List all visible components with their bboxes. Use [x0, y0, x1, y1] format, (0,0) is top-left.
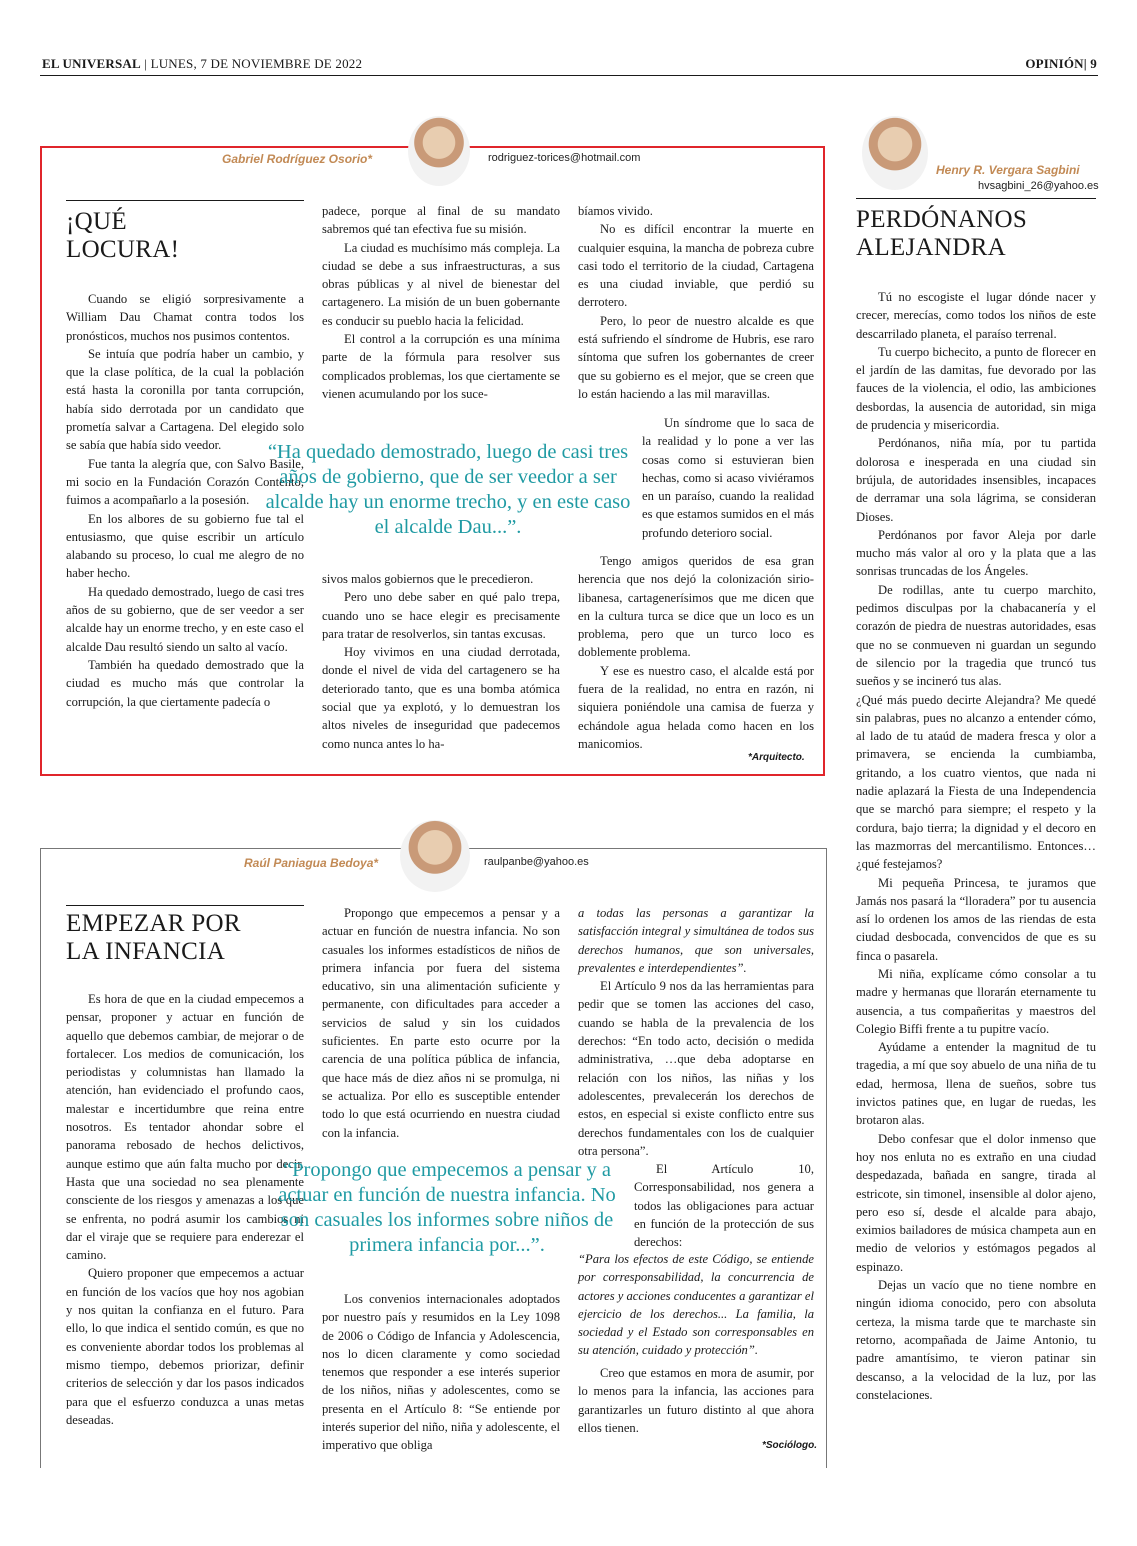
- paragraph: Perdónanos por favor Aleja por darle mucho más valor al oro y la plata que a las sonrisas truncadas de los Ángeles.: [856, 527, 1096, 579]
- paragraph: padece, porque al final de su mandato sabremos qué tan efectiva fue su misión.: [322, 204, 560, 237]
- paragraph: Tengo amigos queridos de esa gran herencia que nos dejó la colonización sirio-libanesa, cartagenerísimos que me dicen que en la cultura turca se dice que un loco es un problema, pero que un turco loco es doblemente problema.: [578, 554, 814, 660]
- header-rule: [40, 75, 1098, 76]
- paragraph: Mi pequeña Princesa, te juramos que Jamás nos pasará la “lloradera” por tu ausencia así lo ordenen los amos de las riendas de esta ciudad desbocada, convencidos de que es su finca o pasarela.: [856, 875, 1096, 963]
- article2-author-photo: [400, 820, 470, 892]
- paragraph: En los albores de su gobierno fue tal el entusiasmo, que quise escribir un artículo alabando su proceso, lo cual me alegro de no haber hecho.: [66, 511, 304, 581]
- paragraph: El Artículo 10, Corresponsabilidad, nos genera a todos las obligaciones para actuar en función de la protección de sus derechos:: [634, 1162, 814, 1250]
- paragraph: De rodillas, ante tu cuerpo marchito, pedimos disculpas por la chabacanería y el corazón de piedra de nuestras autoridades, esas que no se conmueven ni guardan un segundo de silencio por la tragedia que truncó tus sueños y se incineró tus alas.: [856, 582, 1096, 689]
- paragraph: ¿Qué más puedo decirte Alejandra? Me quedé sin palabras, pues no alcanzo a entender cómo, al lado de tu ataúd de madera fresca y olor a primavera, se encienda la cumbiamba, gritando, a los cuatro vientos, que nada ni nadie aplazará la Fiesta de una Independencia que se marchó para siempre; el respeto y la cordura, bajo tierra; la dignidad y el decoro en las mazmorras del mercantilismo. Entonces… ¿qué festejamos?: [856, 692, 1096, 872]
- section-label: OPINIÓN| 9: [1025, 56, 1097, 71]
- article3-title-rule: [856, 198, 1096, 199]
- paragraph: bíamos vivido.: [578, 204, 653, 218]
- paragraph: Es hora de que en la ciudad empecemos a pensar, proponer y actuar en función de aquello que debemos cambiar, de mejorar o de fortalecer. Los medios de comunicación, los periodistas y columnistas han llamado la atención, han evidenciado el profundo caos, malestar e incertidumbre que reina entre nosotros. Es tentador ahondar sobre el panorama rebosado de hechos delictivos, aunque estimo que aún falta mucho por decir. Hasta que una sociedad no sea plenamente consciente de los riesgos y amenazas a los que se enfrenta, no podrá asumir los cambios ni dar el viraje que se requiere para enderezar el camino.: [66, 992, 304, 1263]
- article1-pull-quote: “Ha quedado demostrado, luego de casi tres años de gobierno, que de ser veedor a ser alcalde hay un enorme trecho, y en este caso el alcalde Dau...”.: [265, 441, 631, 538]
- article1-column-3-bottom: [578, 552, 814, 753]
- article2-column-3-mid-italic: [578, 1250, 814, 1360]
- paper-name: EL UNIVERSAL: [42, 56, 141, 71]
- article2-title: EMPEZAR POR LA INFANCIA: [66, 910, 241, 965]
- paragraph: Cuando se eligió sorpresivamente a William Dau Chamat contra todos los pronósticos, muchos nos pusimos contentos.: [66, 292, 304, 343]
- article1-author-photo: [408, 116, 470, 186]
- article3-title: PERDÓNANOS ALEJANDRA: [856, 206, 1028, 261]
- paragraph: El control a la corrupción es una mínima parte de la fórmula para resolver sus complicados problemas, los que ciertamente se vienen acumulando por los suce-: [322, 332, 560, 401]
- paragraph: Dejas un vacío que no tiene nombre en ningún idioma conocido, pero con absoluta certeza, la misma tarde que te marchaste sin retorno, acompañada de Jaime Antonio, tu padre amantísimo, te vieron patinar sin descanso, a la velocidad de la luz, por las constelaciones.: [856, 1278, 1096, 1402]
- article2-column-2-bottom: [322, 1290, 560, 1455]
- paragraph: Ayúdame a entender la magnitud de tu tragedia, a mí que soy abuelo de una niña de tu edad, hermosa, llena de sueños, sobre tus invictos patines que, en lugar de ruedas, les brotaron alas.: [856, 1040, 1096, 1128]
- paragraph: Un síndrome que lo saca de la realidad y lo pone a ver las cosas como si estuvieran bien hechas, como si acaso viviéramos en un paraíso, cuando la realidad es que estamos sumidos en el más profundo deterioro social.: [642, 416, 814, 540]
- article1-author: Gabriel Rodríguez Osorio*: [222, 152, 373, 166]
- paragraph: No es difícil encontrar la muerte en cualquier esquina, la mancha de pobreza cubre casi todo el territorio de la ciudad, Cartagena es una ciudad inviable, que perdió su derrotero.: [578, 222, 814, 310]
- paragraph: Perdónanos, niña mía, por tu partida dolorosa e inesperada en una ciudad sin brújula, de autoridades insensibles, incapaces de derramar una sola lágrima, se consideran Dioses.: [856, 436, 1096, 524]
- article2-column-2-top: [322, 904, 560, 1142]
- paragraph: Mi niña, explícame cómo consolar a tu madre y hermanas que llorarán eternamente tu ausencia, a tus compañeritas y maestros del Colegio Biffi frente a tu pupitre vacío.: [856, 966, 1096, 1036]
- article1-title-rule: [66, 200, 304, 201]
- article2-pull-quote: “Propongo que empecemos a pensar y a actuar en función de nuestra infancia. No son casuales los informes sobre niños de primera infancia por...”.: [278, 1159, 616, 1256]
- paragraph: Pero uno debe saber en qué palo trepa, cuando uno se hace elegir es precisamente para tratar de resolverlos, sin tantas excusas.: [322, 590, 560, 641]
- article2-column-3-top: [578, 904, 814, 1160]
- paragraph: Los convenios internacionales adoptados por nuestro país y resumidos en la Ley 1098 de 2006 o Código de Infancia y Adolescencia, nos lo dicen claramente y como sociedad tenemos que responder a ese interés superior de los niños, niñas y adolescentes, como se presenta en el Artículo 8: “Se entiende por interés superior del niño, niña y adolescente, el imperativo que obliga: [322, 1292, 560, 1453]
- paragraph: Pero, lo peor de nuestro alcalde es que está sufriendo el síndrome de Hubris, ese raro síntoma que sufren los gobernantes de creer que su gobierno es el mejor, que se creen que lo están haciendo a las mil maravillas.: [578, 313, 814, 401]
- article2-signature: *Sociólogo.: [762, 1440, 817, 1451]
- paragraph: La ciudad es muchísimo más compleja. La ciudad se debe a sus infraestructuras, a sus obras públicas y al nivel de bienestar del cartagenero. La misión de un buen gobernante es conducir su pueblo hacia la felicidad.: [322, 240, 560, 328]
- article1-title: ¡QUÉ LOCURA!: [66, 208, 180, 263]
- section-name: OPINIÓN: [1025, 56, 1084, 71]
- paragraph: Hoy vivimos en una ciudad derrotada, donde el nivel de vida del cartagenero se ha deteriorado tanto, que es una bomba atómica social que ya explotó, y lo demuestran los altos niveles de inseguridad que padecemos como nunca antes lo ha-: [322, 645, 560, 751]
- paragraph: Tú no escogiste el lugar dónde nacer y crecer, merecías, como todos los niños de este descarrilado planeta, el paraíso terrenal.: [856, 290, 1096, 341]
- paragraph: El Artículo 9 nos da las herramientas para pedir que se tomen las acciones del caso, cuando se habla de la prevalencia de los derechos: “En todo acto, decisión o medida administrativa, …que deba adoptarse en relación con los niños, las niñas y los adolescentes, prevalecerán los derechos de estos, en especial si existe conflicto entre sus derechos fundamentales con los de cualquier otra persona”.: [578, 979, 814, 1158]
- article2-column-3-mid: [634, 1160, 814, 1251]
- paragraph: Y ese es nuestro caso, el alcalde está por fuera de la realidad, no entra en razón, ni siquiera poniéndole una camisa de fuerza y echándole agua helada como hacen en los manicomios.: [578, 663, 814, 751]
- article3-author: Henry R. Vergara Sagbini: [936, 163, 1080, 177]
- paragraph: Fue tanta la alegría que, con Salvo Basile, mi socio en la Fundación Corazón Contento, fuimos a acompañarlo a la posesión.: [66, 456, 304, 508]
- article3-email: hvsagbini_26@yahoo.es: [978, 180, 1099, 192]
- article3-author-photo: [862, 116, 928, 190]
- issue-date: LUNES, 7 DE NOVIEMBRE DE 2022: [150, 56, 363, 71]
- article1-signature: *Arquitecto.: [748, 752, 805, 763]
- paragraph: sivos malos gobiernos que le precedieron.: [322, 572, 534, 586]
- page-number: 9: [1090, 56, 1097, 71]
- article2-title-rule: [66, 905, 304, 906]
- paragraph: “Para los efectos de este Código, se entiende por corresponsabilidad, la concurrencia de actores y acciones conducentes a garantizar el ejercicio de los derechos... La familia, la sociedad y el Estado son corresponsables en su atención, cuidado y protección”.: [578, 1252, 814, 1358]
- article3-column: [856, 288, 1096, 1404]
- masthead: EL UNIVERSAL | LUNES, 7 DE NOVIEMBRE DE 2022: [42, 56, 363, 71]
- paragraph: a todas las personas a garantizar la satisfacción integral y simultánea de todos sus derechos humanos, que son universales, prevalentes e interdependientes”.: [578, 906, 814, 975]
- paragraph: Debo confesar que el dolor inmenso que hoy nos enluta no es extraño en una ciudad despedazada, bañada en sangre, tirada al estricote, sin timonel, insensible al dolor ajeno, pero eso sí, desde el alcalde para abajo, eximios bailadores de música champeta aun en medio de velorios y estómagos pegados al espinazo.: [856, 1131, 1096, 1274]
- article2-column-3-bottom: [578, 1364, 814, 1437]
- paragraph: Quiero proponer que empecemos a actuar en función de los vacíos que hoy nos agobian y nos quitan la confianza en el futuro. Para ello, lo que indica el sentido común, es que no es conveniente abordar todos los problemas al mismo tiempo, debemos priorizar, definir criterios de selección y dar los pasos indicados para que el esfuerzo conduzca a unas metas deseadas.: [66, 1266, 304, 1427]
- article1-column-2-top: [322, 202, 560, 403]
- paragraph: Ha quedado demostrado, luego de casi tres años de su gobierno, que de ser veedor a ser alcalde hay un enorme trecho, y en este caso el alcalde Dau resultó siendo un salto al vacío.: [66, 584, 304, 654]
- paragraph: Propongo que empecemos a pensar y a actuar en función de nuestra infancia. No son casuales los informes estadísticos de niños de primera infancia por fuera del sistema educativo, sin una alimentación suficiente y permanente, con dificultades para acceder a servicios de salud y sin los cuidados suficientes. En parte esto ocurre por la carencia de una política pública de infancia, que hace más de diez años ni se promulga, ni se actualiza. Por ello es susceptible entender todo lo que está ocurriendo en nuestra ciudad con la infancia.: [322, 906, 560, 1140]
- article2-author: Raúl Paniagua Bedoya*: [244, 856, 379, 870]
- article1-column-3-mid: [642, 414, 814, 542]
- paragraph: También ha quedado demostrado que la ciudad es mucho más que controlar la corrupción, la que ciertamente padecía o: [66, 657, 304, 709]
- article1-email: rodriguez-torices@hotmail.com: [488, 152, 641, 164]
- paragraph: Tu cuerpo bichecito, a punto de florecer en el jardín de las damitas, fue devorado por las fauces de la violencia, el odio, las ambiciones desbordas, la ausencia de autoridad, sin miga de prudencia y misericordia.: [856, 344, 1096, 433]
- article2-email: raulpanbe@yahoo.es: [484, 856, 589, 868]
- article1-column-2-bottom: [322, 570, 560, 753]
- paragraph: Se intuía que podría haber un cambio, y que la clase política, de la cual la población está hasta la coronilla por tanta corrupción, había sido derrotada por un candidato que prometía salvar a Cartagena. Del elegido solo se sabía que había sido veedor.: [66, 346, 304, 453]
- paragraph: Creo que estamos en mora de asumir, por lo menos para la infancia, las acciones para garantizarles un futuro distinto al que ahora ellos tienen.: [578, 1366, 814, 1435]
- article1-column-3-top: [578, 202, 814, 403]
